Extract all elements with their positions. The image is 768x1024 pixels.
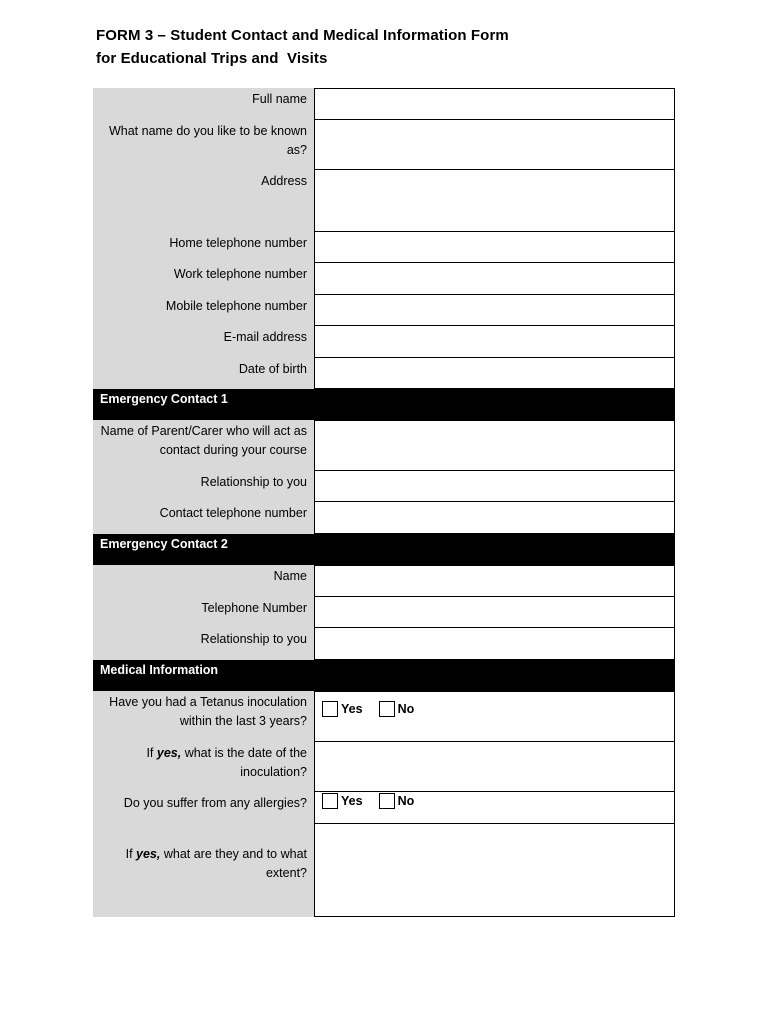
allergies-yes-checkbox[interactable] [322, 793, 338, 809]
tetanus-no-checkbox[interactable] [379, 701, 395, 717]
known-as-field[interactable] [314, 120, 675, 170]
email-label: E-mail address [93, 326, 314, 358]
ec1-name-field[interactable] [314, 420, 675, 471]
form-title [96, 24, 509, 70]
form-title-line-1: FORM 3 – Student Contact and Medical Information Form [96, 27, 509, 44]
ec2-phone-field[interactable] [314, 597, 675, 628]
allergies-details-label: If yes, what are they and to what extent? [93, 824, 314, 917]
tetanus-no-option[interactable] [379, 701, 415, 717]
home-phone-label: Home telephone number [93, 232, 314, 263]
full-name-label: Full name [93, 88, 314, 120]
row-known-as [93, 120, 675, 170]
allergies-yes-option[interactable] [322, 793, 363, 809]
row-email [93, 326, 675, 358]
ec1-phone-field[interactable] [314, 502, 675, 534]
tetanus-yes-option[interactable] [322, 701, 363, 717]
tetanus-label: Have you had a Tetanus inoculation within the last 3 years? [93, 691, 314, 742]
dob-field[interactable] [314, 358, 675, 389]
allergies-no-checkbox[interactable] [379, 793, 395, 809]
ec2-name-field[interactable] [314, 565, 675, 597]
email-field[interactable] [314, 326, 675, 358]
emergency-contact-1-heading: Emergency Contact 1 [93, 389, 675, 420]
allergies-options [322, 793, 430, 809]
row-dob [93, 358, 675, 389]
allergies-yes-label: Yes [341, 794, 363, 808]
ec1-relationship-field[interactable] [314, 471, 675, 502]
ec2-relationship-label: Relationship to you [93, 628, 314, 660]
row-ec2-phone [93, 597, 675, 628]
work-phone-label: Work telephone number [93, 263, 314, 295]
mobile-phone-field[interactable] [314, 295, 675, 326]
ec1-relationship-label: Relationship to you [93, 471, 314, 502]
row-ec1-relationship [93, 471, 675, 502]
row-work-phone [93, 263, 675, 295]
row-full-name [93, 88, 675, 120]
ec1-name-label: Name of Parent/Carer who will act as contact during your course [93, 420, 314, 471]
mobile-phone-label: Mobile telephone number [93, 295, 314, 326]
row-allergies [93, 792, 675, 824]
allergies-label: Do you suffer from any allergies? [93, 792, 314, 824]
known-as-label: What name do you like to be known as? [93, 120, 314, 170]
dob-label: Date of birth [93, 358, 314, 389]
ec2-relationship-field[interactable] [314, 628, 675, 660]
tetanus-options [322, 701, 430, 717]
address-label: Address [93, 170, 314, 232]
row-home-phone [93, 232, 675, 263]
row-address [93, 170, 675, 232]
allergies-no-label: No [397, 794, 415, 808]
emergency-contact-2-heading: Emergency Contact 2 [93, 534, 675, 565]
ec2-name-label: Name [93, 565, 314, 597]
row-ec1-phone [93, 502, 675, 534]
tetanus-field [314, 691, 675, 742]
address-field[interactable] [314, 170, 675, 232]
form-title-line-2: for Educational Trips and Visits [96, 50, 328, 67]
row-ec1-name [93, 420, 675, 471]
ec2-phone-label: Telephone Number [93, 597, 314, 628]
tetanus-date-field[interactable] [314, 742, 675, 792]
home-phone-field[interactable] [314, 232, 675, 263]
work-phone-field[interactable] [314, 263, 675, 295]
row-tetanus [93, 691, 675, 742]
allergies-no-option[interactable] [379, 793, 415, 809]
contact-form [93, 88, 675, 917]
row-tetanus-date [93, 742, 675, 792]
medical-information-heading: Medical Information [93, 660, 675, 691]
row-allergies-details [93, 824, 675, 917]
tetanus-yes-label: Yes [341, 702, 363, 716]
tetanus-date-label: If yes, what is the date of the inoculation? [93, 742, 314, 792]
allergies-details-field[interactable] [314, 824, 675, 917]
row-ec2-name [93, 565, 675, 597]
full-name-field[interactable] [314, 88, 675, 120]
tetanus-yes-checkbox[interactable] [322, 701, 338, 717]
row-mobile-phone [93, 295, 675, 326]
ec1-phone-label: Contact telephone number [93, 502, 314, 534]
row-ec2-relationship [93, 628, 675, 660]
tetanus-no-label: No [397, 702, 415, 716]
allergies-field [314, 792, 675, 824]
